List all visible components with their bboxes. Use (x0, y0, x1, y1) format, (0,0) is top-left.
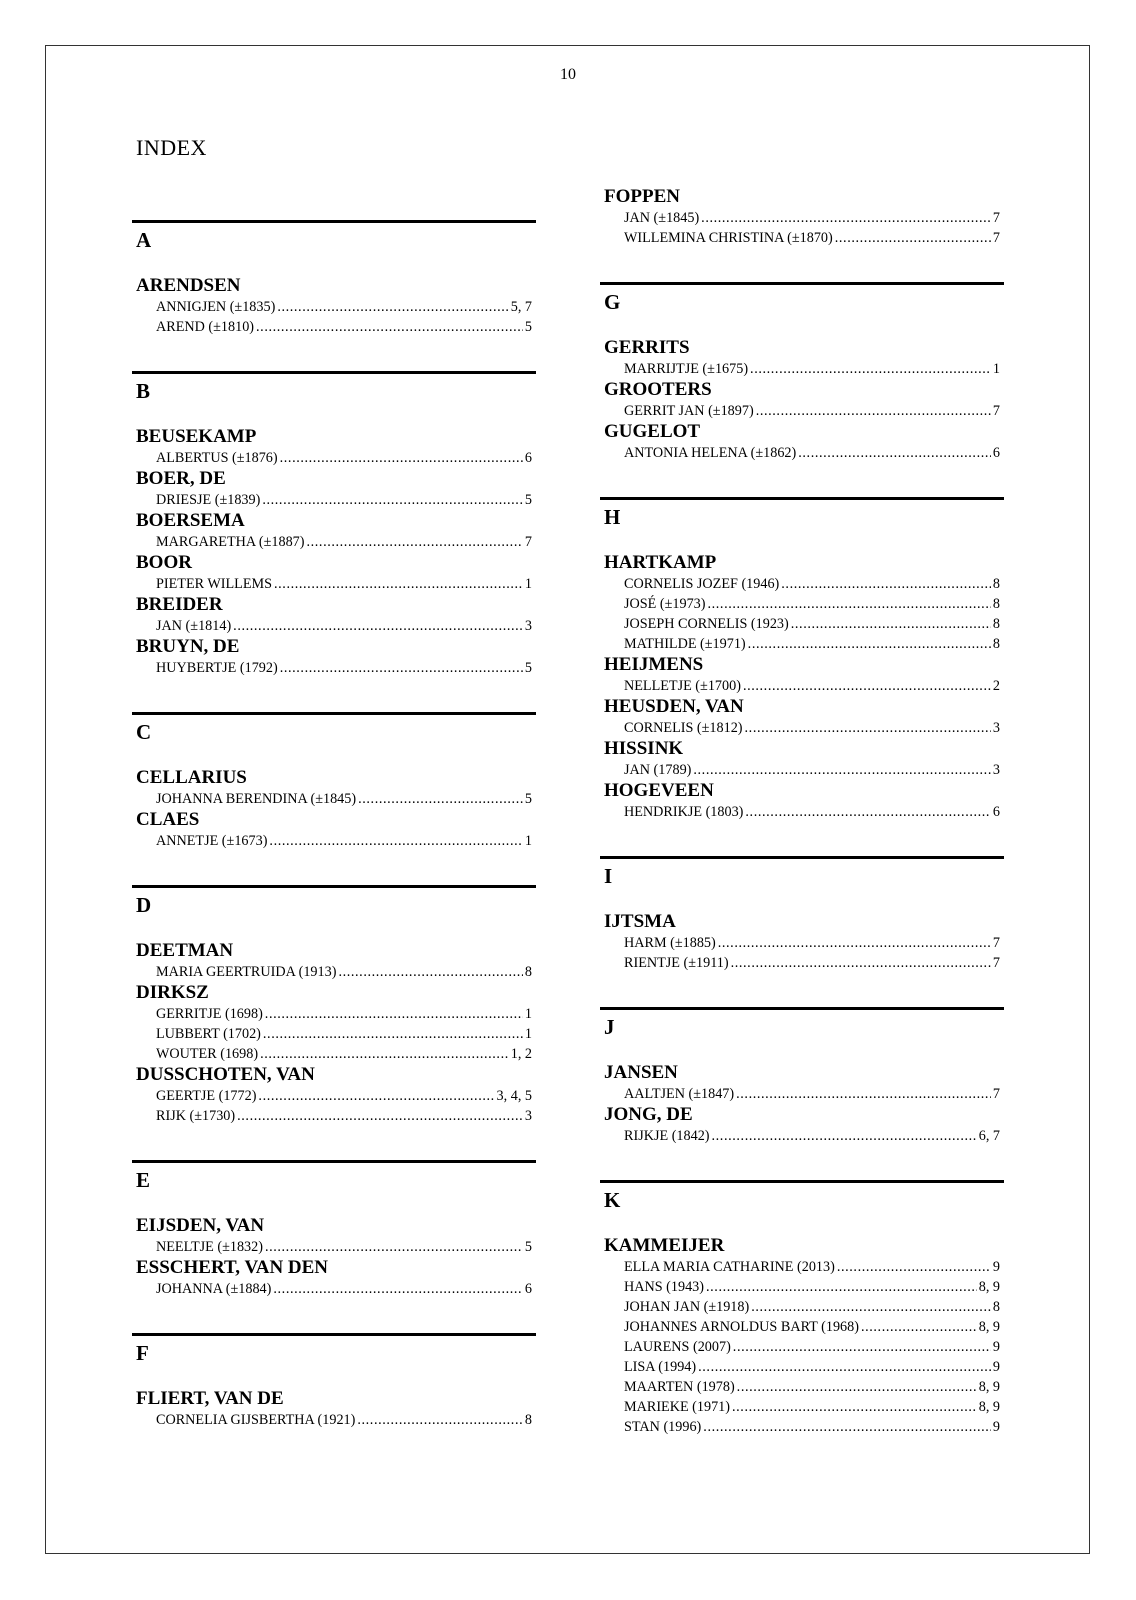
given-name: CORNELIS (±1812) (624, 720, 743, 736)
page-references: 1, 2 (510, 1046, 532, 1062)
surname-heading: GROOTERS (604, 379, 712, 400)
surname-heading: BEUSEKAMP (136, 426, 257, 447)
dot-leader (706, 1277, 977, 1297)
given-name: MARIA GEERTRUIDA (1913) (156, 964, 337, 980)
section-letter: I (600, 856, 1004, 890)
dot-leader (357, 1410, 523, 1430)
page-references: 8, 9 (978, 1399, 1000, 1415)
dot-leader (263, 1024, 523, 1044)
spacer (132, 1367, 536, 1388)
dot-leader (745, 718, 991, 738)
spacer (132, 851, 536, 885)
page-references: 8 (992, 616, 1000, 632)
page-references: 1 (524, 1006, 532, 1022)
index-entry (600, 1397, 1004, 1417)
dot-leader (274, 574, 523, 594)
spacer (132, 746, 536, 767)
given-name: ELLA MARIA CATHARINE (2013) (624, 1259, 835, 1275)
dot-leader (358, 789, 523, 809)
surname-heading: FLIERT, VAN DE (136, 1388, 284, 1409)
dot-leader (732, 1397, 977, 1417)
page-references: 8 (992, 1299, 1000, 1315)
surname-heading: DIRKSZ (136, 982, 209, 1003)
given-name: LISA (1994) (624, 1359, 697, 1375)
spacer (600, 1041, 1004, 1062)
page-references: 6 (992, 804, 1000, 820)
given-name: JAN (±1814) (156, 618, 232, 634)
letter-section (132, 712, 536, 851)
given-name: STAN (1996) (624, 1419, 702, 1435)
dot-leader (718, 933, 991, 953)
page-references: 9 (992, 1419, 1000, 1435)
section-letter: A (132, 220, 536, 254)
given-name: RIJK (±1730) (156, 1108, 236, 1124)
section-letter: F (132, 1333, 536, 1367)
page-references: 8 (992, 576, 1000, 592)
index-entry (132, 448, 536, 468)
given-name: JOSEPH CORNELIS (1923) (624, 616, 789, 632)
page-references: 8, 9 (978, 1279, 1000, 1295)
index-entry (132, 297, 536, 317)
index-entry (132, 1237, 536, 1257)
index-entry (600, 1126, 1004, 1146)
letter-section (600, 856, 1004, 973)
dot-leader (731, 953, 991, 973)
dot-leader (256, 317, 523, 337)
index-entry (600, 1297, 1004, 1317)
dot-leader (751, 1297, 991, 1317)
page-references: 5, 7 (510, 299, 532, 315)
spacer (600, 822, 1004, 856)
dot-leader (262, 490, 523, 510)
section-letter: C (132, 712, 536, 746)
page-references: 1 (524, 833, 532, 849)
index-entry (132, 490, 536, 510)
page-references: 7 (524, 534, 532, 550)
page-references: 5 (524, 791, 532, 807)
spacer (132, 405, 536, 426)
index-entry (132, 1410, 536, 1430)
page-references: 1 (524, 576, 532, 592)
given-name: JAN (1789) (624, 762, 692, 778)
section-letter: B (132, 371, 536, 405)
given-name: LAURENS (2007) (624, 1339, 731, 1355)
given-name: NEELTJE (±1832) (156, 1239, 263, 1255)
index-entry (132, 962, 536, 982)
index-entry (132, 1044, 536, 1064)
page-references: 3 (992, 720, 1000, 736)
index-entry (132, 317, 536, 337)
page-references: 8 (992, 596, 1000, 612)
spacer (600, 316, 1004, 337)
index-entry (600, 933, 1004, 953)
dot-leader (693, 760, 991, 780)
given-name: RIENTJE (±1911) (624, 955, 729, 971)
page-references: 7 (992, 935, 1000, 951)
section-letter: G (600, 282, 1004, 316)
index-entry (600, 760, 1004, 780)
index-entry (132, 616, 536, 636)
spacer (600, 531, 1004, 552)
dot-leader (237, 1106, 523, 1126)
index-entry (600, 228, 1004, 248)
letter-section (132, 220, 536, 337)
given-name: WOUTER (1698) (156, 1046, 259, 1062)
page-references: 6, 7 (978, 1128, 1000, 1144)
surname-heading: BOERSEMA (136, 510, 245, 531)
page-references: 3, 4, 5 (496, 1088, 532, 1104)
given-name: JOSÉ (±1973) (624, 596, 706, 612)
surname-heading: DUSSCHOTEN, VAN (136, 1064, 315, 1085)
dot-leader (736, 1084, 991, 1104)
index-entry (600, 401, 1004, 421)
dot-leader (280, 658, 523, 678)
given-name: ANTONIA HELENA (±1862) (624, 445, 797, 461)
index-entry (132, 789, 536, 809)
page-references: 8 (992, 636, 1000, 652)
surname-heading: JANSEN (604, 1062, 678, 1083)
dot-leader (280, 448, 523, 468)
dot-leader (733, 1337, 991, 1357)
dot-leader (712, 1126, 977, 1146)
spacer (600, 463, 1004, 497)
section-letter: E (132, 1160, 536, 1194)
surname-heading: DEETMAN (136, 940, 234, 961)
dot-leader (835, 228, 991, 248)
given-name: GERRIT JAN (±1897) (624, 403, 754, 419)
page-references: 8 (524, 964, 532, 980)
given-name: MAARTEN (1978) (624, 1379, 735, 1395)
given-name: PIETER WILLEMS (156, 576, 272, 592)
index-entry (600, 1084, 1004, 1104)
section-letter: J (600, 1007, 1004, 1041)
index-column-left (132, 220, 536, 1430)
index-entry (132, 532, 536, 552)
given-name: WILLEMINA CHRISTINA (±1870) (624, 230, 833, 246)
spacer (600, 248, 1004, 282)
given-name: LUBBERT (1702) (156, 1026, 261, 1042)
given-name: AALTJEN (±1847) (624, 1086, 735, 1102)
index-entry (132, 1086, 536, 1106)
letter-section (600, 497, 1004, 822)
letter-section (132, 885, 536, 1126)
page-references: 5 (524, 492, 532, 508)
surname-heading: JONG, DE (604, 1104, 693, 1125)
surname-heading: CLAES (136, 809, 200, 830)
given-name: DRIESJE (±1839) (156, 492, 261, 508)
page-references: 3 (524, 1108, 532, 1124)
spacer (600, 1146, 1004, 1180)
page-references: 8, 9 (978, 1319, 1000, 1335)
page-references: 7 (992, 210, 1000, 226)
page-references: 5 (524, 319, 532, 335)
given-name: GEERTJE (1772) (156, 1088, 257, 1104)
given-name: HUYBERTJE (1792) (156, 660, 278, 676)
index-title: INDEX (136, 135, 207, 160)
dot-leader (698, 1357, 991, 1377)
given-name: ALBERTUS (±1876) (156, 450, 278, 466)
surname-heading: GUGELOT (604, 421, 701, 442)
dot-leader (743, 676, 991, 696)
dot-leader (837, 1257, 991, 1277)
dot-leader (791, 614, 991, 634)
spacer (132, 1126, 536, 1160)
page-references: 5 (524, 1239, 532, 1255)
given-name: MARRIJTJE (±1675) (624, 361, 749, 377)
index-entry (600, 1417, 1004, 1437)
dot-leader (265, 1237, 523, 1257)
dot-leader (707, 594, 990, 614)
surname-heading: FOPPEN (604, 186, 680, 207)
dot-leader (745, 802, 991, 822)
dot-leader (861, 1317, 977, 1337)
surname-heading: HEUSDEN, VAN (604, 696, 744, 717)
given-name: ANNIGJEN (±1835) (156, 299, 276, 315)
index-entry (600, 953, 1004, 973)
given-name: RIJKJE (1842) (624, 1128, 710, 1144)
index-entry (600, 1257, 1004, 1277)
dot-leader (701, 208, 991, 228)
letter-section (600, 1007, 1004, 1146)
page-references: 3 (524, 618, 532, 634)
dot-leader (756, 401, 991, 421)
page-references: 7 (992, 403, 1000, 419)
surname-heading: BOER, DE (136, 468, 226, 489)
index-entry (600, 676, 1004, 696)
spacer (132, 337, 536, 371)
surname-heading: HEIJMENS (604, 654, 704, 675)
dot-leader (306, 532, 522, 552)
page-references: 6 (524, 1281, 532, 1297)
page-references: 9 (992, 1339, 1000, 1355)
spacer (600, 890, 1004, 911)
dot-leader (269, 831, 522, 851)
index-entry (132, 1004, 536, 1024)
page-references: 7 (992, 1086, 1000, 1102)
given-name: MARIEKE (1971) (624, 1399, 730, 1415)
page-references: 7 (992, 230, 1000, 246)
letter-section (600, 1180, 1004, 1437)
index-entry (132, 1106, 536, 1126)
given-name: JOHANNES ARNOLDUS BART (1968) (624, 1319, 859, 1335)
given-name: JAN (±1845) (624, 210, 700, 226)
spacer (600, 973, 1004, 1007)
page-references: 9 (992, 1359, 1000, 1375)
dot-leader (338, 962, 522, 982)
index-entry (132, 1024, 536, 1044)
spacer (132, 254, 536, 275)
page-references: 7 (992, 955, 1000, 971)
spacer (132, 919, 536, 940)
letter-section (132, 371, 536, 678)
page-references: 2 (992, 678, 1000, 694)
dot-leader (233, 616, 523, 636)
surname-heading: HISSINK (604, 738, 684, 759)
letter-section (600, 282, 1004, 463)
given-name: HENDRIKJE (1803) (624, 804, 744, 820)
section-letter: H (600, 497, 1004, 531)
given-name: CORNELIS JOZEF (1946) (624, 576, 780, 592)
page-references: 8, 9 (978, 1379, 1000, 1395)
dot-leader (258, 1086, 494, 1106)
spacer (132, 1194, 536, 1215)
section-letter: K (600, 1180, 1004, 1214)
given-name: HARM (±1885) (624, 935, 716, 951)
index-column-right (600, 186, 1004, 1437)
surname-heading: KAMMEIJER (604, 1235, 725, 1256)
index-entry (600, 614, 1004, 634)
spacer (132, 678, 536, 712)
given-name: JOHANNA BERENDINA (±1845) (156, 791, 357, 807)
page-references: 6 (992, 445, 1000, 461)
index-entry (600, 802, 1004, 822)
page-number: 10 (560, 66, 576, 83)
surname-heading: IJTSMA (604, 911, 676, 932)
spacer (132, 1299, 536, 1333)
surname-heading: BRUYN, DE (136, 636, 240, 657)
dot-leader (781, 574, 991, 594)
page-references: 5 (524, 660, 532, 676)
given-name: CORNELIA GIJSBERTHA (1921) (156, 1412, 356, 1428)
surname-heading: HOGEVEEN (604, 780, 714, 801)
dot-leader (748, 634, 991, 654)
letter-section (132, 1160, 536, 1299)
index-entry (132, 1279, 536, 1299)
surname-heading: EIJSDEN, VAN (136, 1215, 265, 1236)
letter-section (132, 1333, 536, 1430)
index-entry (600, 718, 1004, 738)
surname-heading: BOOR (136, 552, 192, 573)
dot-leader (277, 297, 508, 317)
page-references: 1 (524, 1026, 532, 1042)
given-name: JOHANNA (±1884) (156, 1281, 272, 1297)
index-entry (600, 208, 1004, 228)
dot-leader (703, 1417, 991, 1437)
index-entry (600, 1377, 1004, 1397)
dot-leader (265, 1004, 523, 1024)
dot-leader (750, 359, 991, 379)
page-references: 8 (524, 1412, 532, 1428)
index-entry (600, 594, 1004, 614)
index-entry (600, 1337, 1004, 1357)
dot-leader (737, 1377, 977, 1397)
continued-surname-block (600, 186, 1004, 248)
given-name: ANNETJE (±1673) (156, 833, 268, 849)
given-name: MARGARETHA (±1887) (156, 534, 305, 550)
surname-heading: BREIDER (136, 594, 223, 615)
page-references: 1 (992, 361, 1000, 377)
spacer (600, 1214, 1004, 1235)
page-references: 3 (992, 762, 1000, 778)
dot-leader (273, 1279, 523, 1299)
surname-heading: ARENDSEN (136, 275, 241, 296)
index-entry (600, 574, 1004, 594)
index-entry (600, 1317, 1004, 1337)
surname-heading: CELLARIUS (136, 767, 247, 788)
index-entry (132, 831, 536, 851)
index-entry (600, 1357, 1004, 1377)
index-entry (600, 1277, 1004, 1297)
surname-heading: HARTKAMP (604, 552, 717, 573)
dot-leader (798, 443, 991, 463)
index-entry (600, 634, 1004, 654)
page-references: 9 (992, 1259, 1000, 1275)
dot-leader (260, 1044, 509, 1064)
surname-heading: GERRITS (604, 337, 690, 358)
given-name: HANS (1943) (624, 1279, 704, 1295)
given-name: JOHAN JAN (±1918) (624, 1299, 750, 1315)
index-entry (600, 443, 1004, 463)
index-entry (132, 658, 536, 678)
page-references: 6 (524, 450, 532, 466)
given-name: NELLETJE (±1700) (624, 678, 741, 694)
surname-heading: ESSCHERT, VAN DEN (136, 1257, 329, 1278)
index-entry (600, 359, 1004, 379)
index-entry (132, 574, 536, 594)
given-name: MATHILDE (±1971) (624, 636, 746, 652)
given-name: GERRITJE (1698) (156, 1006, 263, 1022)
section-letter: D (132, 885, 536, 919)
given-name: AREND (±1810) (156, 319, 255, 335)
